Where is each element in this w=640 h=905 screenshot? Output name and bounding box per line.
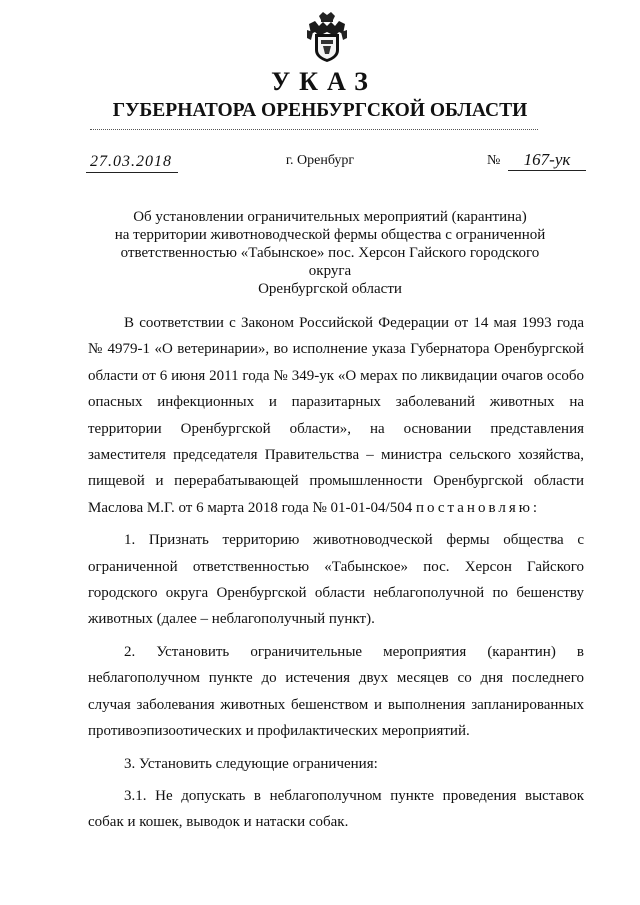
preamble-line: № 4979-1 «О ветеринарии», во исполнение указа Губернатора Оренбургской (88, 341, 584, 358)
document-issuer: ГУБЕРНАТОРА ОРЕНБУРГСКОЙ ОБЛАСТИ (112, 100, 528, 121)
preamble-line: территории Оренбургской области», на основании представления (88, 420, 584, 437)
item-line: ограниченной ответственностью «Табынское» пос. Херсон Гайского (88, 558, 584, 575)
preamble-line: В соответствии с Законом Российской Федерации от 14 мая 1993 года (124, 315, 584, 331)
preamble-line: заместителя председателя Правительства – министра сельского хозяйства, (88, 447, 584, 464)
subject-line: Оренбургской области (258, 281, 402, 297)
decree-date: 27.03.2018 (86, 152, 178, 173)
preamble-line (88, 495, 584, 521)
item-paragraph (88, 527, 584, 633)
preamble-line: пищевой и перерабатывающей промышленности Оренбургской области (88, 473, 584, 490)
subject-line: ответственностью «Табынское» пос. Херсон Гайского городского округа (120, 245, 540, 279)
item-line: 2. Установить ограничительные мероприятия (карантин) в (124, 643, 584, 660)
item-line: 3.1. Не допускать в неблагополучном пункте проведения выставок (124, 787, 584, 804)
preamble-last-text: Маслова М.Г. от 6 марта 2018 года № 01-01-04/504 (88, 499, 413, 516)
preamble-paragraph (88, 310, 584, 521)
item-paragraph (88, 783, 584, 836)
item-line: 3. Установить следующие ограничения: (124, 755, 378, 772)
item-line: городского округа Оренбургской области неблагополучной по бешенству (88, 585, 584, 602)
subject-line: на территории животноводческой фермы общества с ограниченной (114, 227, 546, 243)
decree-number: 167-ук (508, 150, 586, 171)
item-paragraph (88, 639, 584, 745)
item-line: случая заболевания животных бешенством и выполнения запланированных (88, 696, 584, 713)
number-label: № (487, 153, 501, 168)
subject-line: Об установлении ограничительных мероприятий (карантина) (133, 209, 527, 225)
header-divider (90, 129, 538, 130)
decree-city: г. Оренбург (285, 153, 355, 168)
item-line: животных (далее – неблагополучный пункт). (88, 611, 375, 628)
item-line: 1. Признать территорию животноводческой фермы общества с (124, 532, 584, 549)
document-title: УКАЗ (271, 67, 377, 96)
item-line: собак и кошек, выводок и натаски собак. (88, 814, 349, 831)
decree-subject (100, 208, 560, 298)
orenburg-coat-of-arms-icon (305, 10, 349, 64)
decree-body (88, 310, 584, 836)
item-line: неблагополучном пункте до истечения двух месяцев со дня последнего (88, 670, 584, 687)
item-paragraph (88, 751, 584, 777)
preamble-line: области от 6 июня 2011 года № 349-ук «О мерах по ликвидации очагов особо (88, 367, 584, 384)
preamble-line: опасных инфекционных и паразитарных заболеваний животных на (88, 394, 584, 411)
decree-word: постановляю: (415, 499, 541, 516)
item-line: противоэпизоотических и профилактических мероприятий. (88, 723, 470, 740)
